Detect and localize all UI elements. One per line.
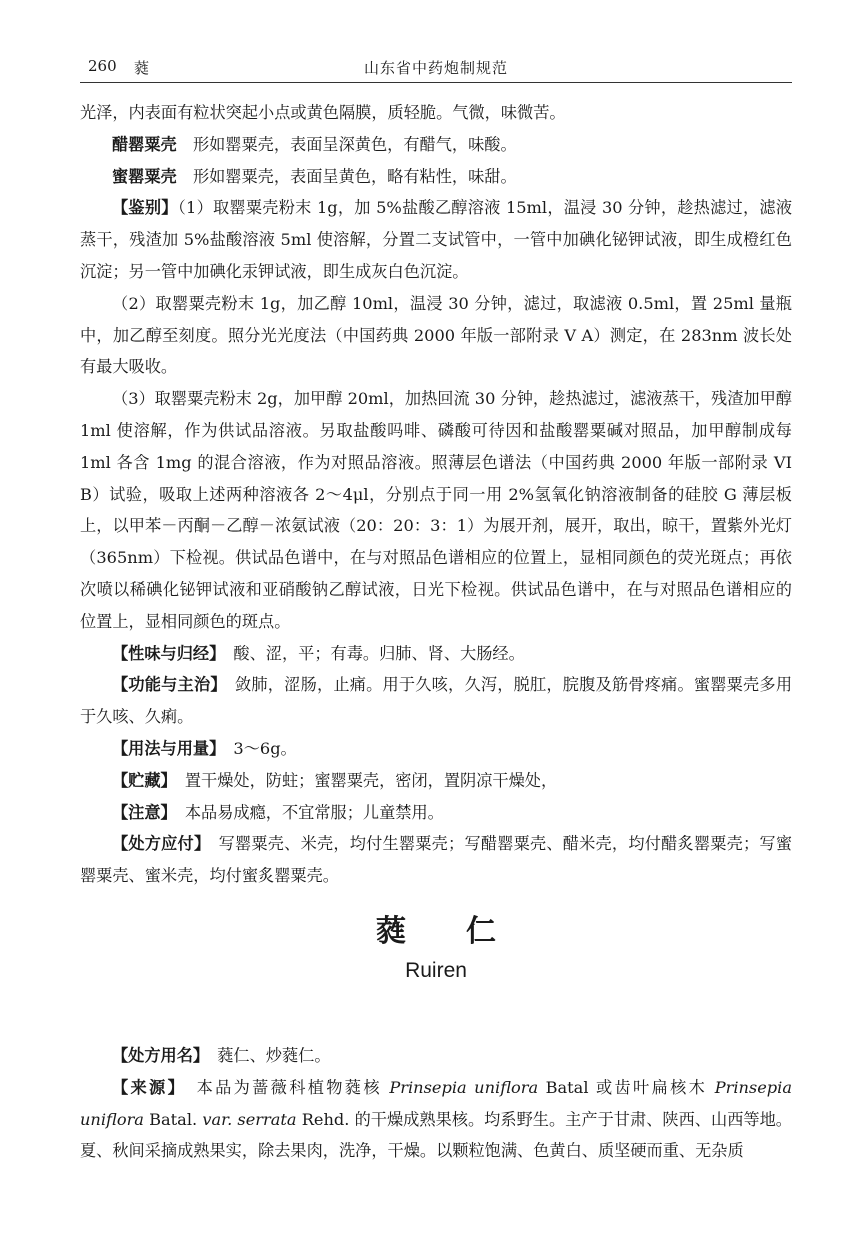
latin-serrata: serrata	[237, 1109, 297, 1129]
latin-name-1: Prinsepia uniflora	[389, 1077, 539, 1097]
running-header	[80, 55, 792, 81]
text-laiyuan-5: Rehd. 的干燥成熟果核。均系野生。主产于甘肃、陕西、山西等地。夏、秋间采摘成熟果实，除去果肉，洗净，干燥。以颗粒饱满、色黄白、质坚硬而重、无杂质	[80, 1109, 792, 1161]
paragraph-xingwei	[80, 638, 792, 670]
label-jianbie: 【鉴别】	[112, 198, 178, 218]
paragraph-chufang	[80, 828, 792, 892]
text-laiyuan-2: Batal 或齿叶扁核木	[538, 1077, 715, 1097]
paragraph-yongming	[80, 1040, 792, 1072]
entry-title: 蕤仁	[376, 914, 556, 949]
text-cu: 形如罂粟壳，表面呈深黄色，有醋气，味酸。	[192, 134, 517, 154]
entry-pinyin: Ruiren	[405, 959, 467, 982]
text-jianbie-1: （1）取罂粟壳粉末 1g，加 5%盐酸乙醇溶液 15ml，温浸 30 分钟，趁热滤过，滤液蒸干，残渣加 5%盐酸溶液 5ml 使溶解，分置二支试管中，一管中加碘化铋钾试液，即生成橙红色沉淀；另一管中加碘化汞钾试液，即生成灰白色沉淀。	[80, 198, 793, 281]
header-rule	[80, 82, 792, 83]
text-zhuyi: 本品易成瘾，不宜常服；儿童禁用。	[184, 802, 444, 822]
label-chufang: 【处方应付】	[112, 834, 203, 854]
label-gongneng: 【功能与主治】	[112, 675, 219, 695]
paragraph-mi	[80, 161, 792, 193]
book-title: 山东省中药炮制规范	[363, 59, 508, 77]
paragraph-gongneng	[80, 669, 792, 733]
text-zhucang: 置干燥处，防蛀；蜜罂粟壳，密闭，置阴凉干燥处，	[184, 770, 558, 790]
latin-name-2: Prinsepia uniflora	[80, 1077, 792, 1129]
paragraph-jianbie-1	[80, 192, 792, 287]
text-gongneng: 敛肺，涩肠，止痛。用于久咳，久泻，脱肛，脘腹及筋骨疼痛。蜜罂粟壳多用于久咳、久痢。	[80, 675, 793, 727]
paragraph-laiyuan	[80, 1072, 792, 1167]
paragraph-jianbie-3: （3）取罂粟壳粉末 2g，加甲醇 20ml，加热回流 30 分钟，趁热滤过，滤液蒸干，残渣加甲醇 1ml 使溶解，作为供试品溶液。另取盐酸吗啡、磷酸可待因和盐酸罂粟碱对照品，加甲醇制成每 1ml 各含 1mg 的混合溶液，作为对照品溶液。照薄层色谱法（中国药典 2000 年版一部附录 VI B）试验，吸取上述两种溶液各 2～4μl，分别点于同一用 2%氢氧化钠溶液制备的硅胶 G 薄层板上，以甲苯－丙酮－乙醇－浓氨试液（20：20：3：1）为展开剂，展开，取出，晾干，置紫外光灯（365nm）下检视。供试品色谱中，在与对照品色谱相应的位置上，显相同颜色的荧光斑点；再依次喷以稀碘化铋钾试液和亚硝酸钠乙醇试液，日光下检视。供试品色谱中，在与对照品色谱相应的位置上，显相同颜色的斑点。	[80, 389, 792, 631]
label-zhucang: 【贮藏】	[112, 770, 169, 790]
page-number: 260	[88, 57, 117, 75]
label-yongming: 【处方用名】	[112, 1046, 202, 1065]
label-xingwei: 【性味与归经】	[112, 643, 218, 663]
paragraph-jianbie-2: （2）取罂粟壳粉末 1g，加乙醇 10ml，温浸 30 分钟，滤过，取滤液 0.5ml，置 25ml 量瓶中，加乙醇至刻度。照分光光度法（中国药典 2000 年版一部附录 V A）测定，在 283nm 波长处有最大吸收。	[80, 293, 792, 377]
entry-text	[80, 1040, 792, 1167]
term-mi: 蜜罂粟壳	[112, 166, 177, 186]
text-xingwei: 酸、涩，平；有毒。归肺、肾、大肠经。	[233, 643, 525, 663]
latin-var: var.	[202, 1109, 233, 1129]
paragraph-zhuyi	[80, 797, 792, 829]
text-yongming: 蕤仁、炒蕤仁。	[217, 1046, 331, 1065]
section-character: 蕤	[134, 59, 150, 77]
paragraph-yongfa	[80, 733, 792, 765]
text-mi: 形如罂粟壳，表面呈黄色，略有粘性，味甜。	[192, 166, 517, 186]
term-cu: 醋罂粟壳	[112, 134, 177, 154]
paragraph-continuation: 光泽，内表面有粒状突起小点或黄色隔膜，质轻脆。气微，味微苦。	[80, 103, 566, 122]
entry-heading	[80, 912, 792, 986]
paragraph-zhucang	[80, 765, 792, 797]
paragraph-cu	[80, 129, 792, 161]
text-yongfa: 3～6g。	[233, 738, 297, 758]
text-laiyuan-3: Batal.	[143, 1109, 203, 1129]
text-laiyuan-1: 本品为蔷薇科植物蕤核	[196, 1077, 390, 1097]
text-chufang: 写罂粟壳、米壳，均付生罂粟壳；写醋罂粟壳、醋米壳，均付醋炙罂粟壳；写蜜罂粟壳、蜜米壳，均付蜜炙罂粟壳。	[80, 834, 793, 886]
label-laiyuan: 【来源】	[112, 1077, 179, 1097]
main-text	[80, 97, 792, 892]
label-yongfa: 【用法与用量】	[112, 738, 218, 758]
label-zhuyi: 【注意】	[112, 802, 169, 822]
